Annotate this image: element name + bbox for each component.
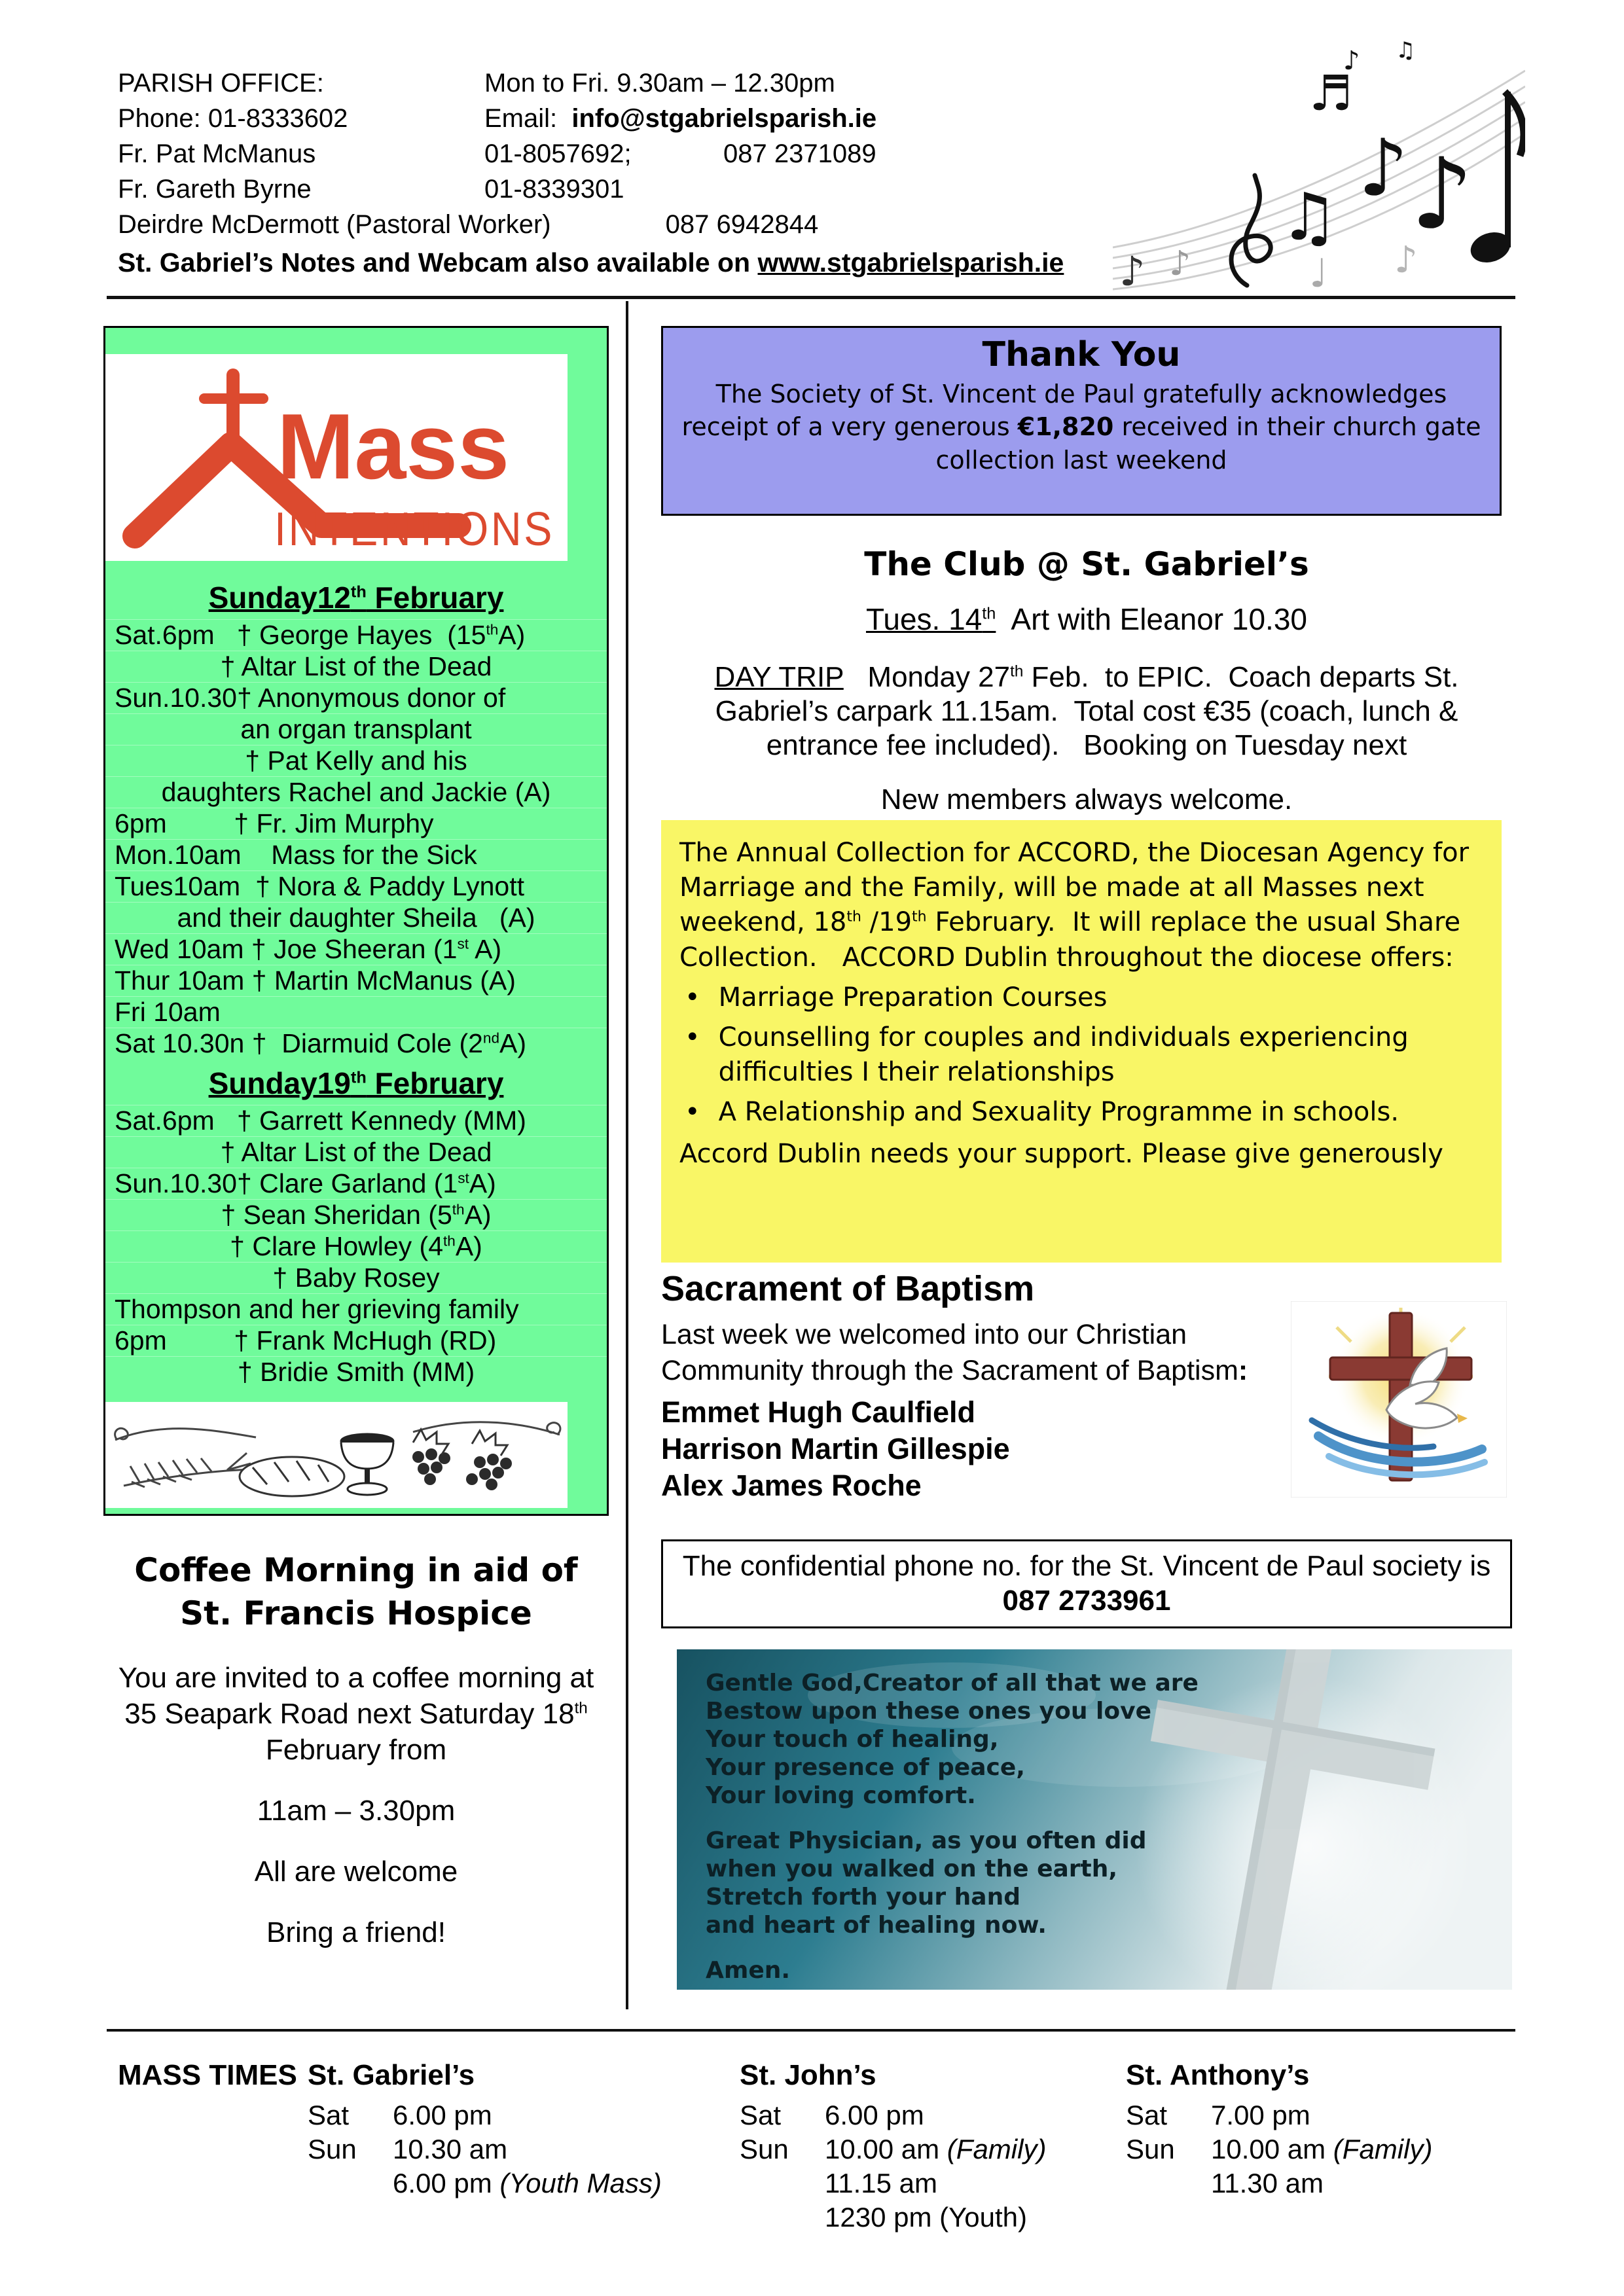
mass-intention-row: Sat 10.30n † Diarmuid Cole (2ndA) (105, 1028, 607, 1059)
baptism-intro: Last week we welcomed into our Christian Community through the Sacrament of Baptism: (661, 1319, 1248, 1387)
mass-times-section (118, 2059, 1522, 2234)
time-value: 6.00 pm (393, 2100, 492, 2130)
header-value-2: 087 2371089 (723, 139, 876, 168)
mass-time-row (308, 2132, 740, 2166)
thank-you-title: Thank You (982, 335, 1181, 374)
day-label: Sat (308, 2100, 350, 2130)
time-value: 11.30 am (1211, 2168, 1324, 2198)
mass-intention-row: and their daughter Sheila (A) (105, 902, 607, 933)
coffee-line: Bring a friend! (266, 1916, 446, 1948)
thank-you-box (661, 326, 1502, 516)
prayer-line: when you walked on the earth, (706, 1856, 1118, 1882)
wheat-chalice-grapes-icon (105, 1402, 568, 1508)
mass-intentions-logo (105, 354, 568, 561)
mass-intention-row: Sat.6pm † George Hayes (15thA) (105, 619, 607, 651)
prayer-line: Gentle God,Creator of all that we are (706, 1670, 1199, 1696)
mass-time-row (740, 2166, 1126, 2200)
music-notes-icon (1113, 31, 1525, 295)
mass-time-row (740, 2098, 1126, 2132)
accord-bullet (685, 980, 1483, 1015)
healing-prayer-image (677, 1649, 1512, 1990)
mass-intention-row: Mon.10am Mass for the Sick (105, 839, 607, 870)
club-new-members-line: New members always welcome. (880, 783, 1293, 816)
mass-times-label: MASS TIMES (118, 2059, 297, 2091)
coffee-morning-title: Coffee Morning in aid of St. Francis Hospice (134, 1551, 578, 1632)
day-label: Sun (1126, 2134, 1175, 2164)
coffee-morning-section (103, 1549, 609, 1950)
mass-intention-row: Sun.10.30† Anonymous donor of (105, 682, 607, 713)
accord-bullet-text: Counselling for couples and individuals experiencing difficulties I their relationships (718, 1022, 1409, 1088)
mass-intention-row: † Sean Sheridan (5thA) (105, 1199, 607, 1230)
prayer-text (677, 1649, 1512, 1984)
mass-intention-row: † Pat Kelly and his (105, 745, 607, 776)
accord-intro: The Annual Collection for ACCORD, the Diocesan Agency for Marriage and the Family, will be made at all Masses next weekend, 18th /19th February. It will replace the usual Share Collection. ACCORD Dublin throughout the diocese offers: (679, 838, 1477, 973)
baptism-section (661, 1268, 1512, 1503)
accord-outro: Accord Dublin needs your support. Please give generously (679, 1138, 1443, 1169)
mass-intention-row: Thompson and her grieving family (105, 1293, 607, 1325)
svg-text:♩: ♩ (1309, 251, 1328, 295)
mass-time-row (1126, 2166, 1522, 2200)
header-value-2: 087 6942844 (665, 210, 819, 239)
webcam-note: St. Gabriel’s Notes and Webcam also available on www.stgabrielsparish.ie (118, 247, 1064, 278)
header-value: Email: info@stgabrielsparish.ie (484, 104, 877, 133)
header-divider-line (107, 296, 1515, 299)
church-name: St. John’s (740, 2059, 876, 2091)
mass-intention-row: daughters Rachel and Jackie (A) (105, 776, 607, 808)
mass-intention-row: an organ transplant (105, 713, 607, 745)
prayer-line (706, 1810, 1512, 1827)
mass-time-row (308, 2098, 740, 2132)
day-label (740, 2200, 825, 2234)
time-value: 7.00 pm (1211, 2100, 1310, 2130)
mass-intention-row: † Altar List of the Dead (105, 651, 607, 682)
baptism-name: Harrison Martin Gillespie (661, 1431, 1010, 1465)
club-title: The Club @ St. Gabriel’s (864, 545, 1309, 583)
church-name: St. Anthony’s (1126, 2059, 1310, 2091)
mass-time-row (740, 2200, 1126, 2234)
mass-intentions-date-heading: Sunday12th February (208, 581, 504, 615)
mass-time-row (1126, 2132, 1522, 2166)
header-value (551, 207, 666, 242)
time-value: 11.15 am (825, 2168, 937, 2198)
day-label: Sun (740, 2134, 789, 2164)
baptism-name: Alex James Roche (661, 1468, 922, 1502)
mass-intention-row: 6pm † Fr. Jim Murphy (105, 808, 607, 839)
svg-text:INTENTIONS: INTENTIONS (274, 503, 554, 556)
header-label: PARISH OFFICE: (118, 69, 324, 98)
mass-intention-row: † Altar List of the Dead (105, 1136, 607, 1168)
footer-divider-line (107, 2029, 1515, 2032)
svg-text:♪: ♪ (1343, 46, 1360, 76)
day-label: Sat (740, 2100, 782, 2130)
svg-text:♪: ♪ (1119, 247, 1146, 295)
svg-text:♪: ♪ (1358, 123, 1409, 214)
prayer-line: Bestow upon these ones you love (706, 1698, 1151, 1725)
prayer-line: Your loving comfort. (706, 1782, 976, 1809)
mass-times-church (1126, 2059, 1522, 2234)
mass-time-row (308, 2166, 740, 2200)
time-value: 10.00 am (Family) (825, 2134, 1047, 2164)
svg-text:♪: ♪ (1169, 244, 1191, 283)
mass-intention-row: 6pm † Frank McHugh (RD) (105, 1325, 607, 1356)
svp-phone-box: The confidential phone no. for the St. Vincent de Paul society is 087 2733961 (661, 1539, 1512, 1628)
mass-intention-row: Sun.10.30† Clare Garland (1stA) (105, 1168, 607, 1199)
mass-intention-row: Wed 10am † Joe Sheeran (1st A) (105, 933, 607, 965)
dove-cross-icon (1291, 1301, 1507, 1498)
mass-time-row (1126, 2098, 1522, 2132)
club-section (661, 545, 1512, 816)
prayer-line: Stretch forth your hand (706, 1884, 1020, 1910)
header-label: Fr. Gareth Byrne (118, 175, 312, 204)
accord-bullet (685, 1095, 1483, 1130)
day-label: Sat (1126, 2100, 1168, 2130)
header-label: Phone: 01-8333602 (118, 104, 348, 133)
church-name: St. Gabriel’s (308, 2059, 475, 2091)
club-day-trip-line: DAY TRIP Monday 27th Feb. to EPIC. Coach departs St. Gabriel’s carpark 11.15am. Total cost €35 (coach, lunch & entrance fee included). Booking on Tuesday next (714, 661, 1467, 761)
mass-intentions-list (105, 580, 607, 1388)
bullet-icon: • (685, 1097, 700, 1128)
mass-time-row (740, 2132, 1126, 2166)
bullet-icon: • (685, 982, 700, 1013)
svg-text:♪: ♪ (1411, 137, 1473, 251)
prayer-line: and heart of healing now. (706, 1912, 1047, 1939)
time-value: 6.00 pm (Youth Mass) (393, 2168, 662, 2198)
accord-collection-box (661, 820, 1502, 1263)
baptism-name: Emmet Hugh Caulfield (661, 1395, 976, 1429)
time-value: 10.00 am (Family) (1211, 2134, 1433, 2164)
mass-intention-row: Tues10am † Nora & Paddy Lynott (105, 870, 607, 902)
coffee-morning-details (103, 1660, 609, 1950)
mass-times-church (308, 2059, 740, 2234)
time-value: 6.00 pm (825, 2100, 924, 2130)
bullet-icon: • (685, 1022, 700, 1052)
mass-intentions-box (103, 326, 609, 1516)
prayer-line (706, 1939, 1512, 1956)
svg-text:Mass: Mass (277, 395, 510, 499)
header-value: 01-8057692; (484, 139, 632, 168)
club-art-line: Tues. 14th Art with Eleanor 10.30 (865, 602, 1308, 636)
svg-text:♬: ♬ (1309, 65, 1353, 122)
mass-intention-row: † Baby Rosey (105, 1262, 607, 1293)
day-label: Sun (308, 2134, 357, 2164)
coffee-line: All are welcome (254, 1856, 458, 1888)
accord-bullet-text: A Relationship and Sexuality Programme in schools. (718, 1097, 1399, 1128)
baptism-title: Sacrament of Baptism (661, 1269, 1035, 1308)
mass-intention-row: Fri 10am (105, 996, 607, 1028)
mass-times-church (740, 2059, 1126, 2234)
accord-bullet (685, 1020, 1483, 1090)
mass-intention-row: † Clare Howley (4thA) (105, 1230, 607, 1262)
svg-text:♪: ♪ (1394, 239, 1418, 281)
mass-intention-row: Sat.6pm † Garrett Kennedy (MM) (105, 1105, 607, 1136)
mass-intentions-date-heading: Sunday19th February (208, 1066, 504, 1100)
day-label (740, 2166, 825, 2200)
column-divider-line (626, 301, 628, 2009)
prayer-line: Your presence of peace, (706, 1754, 1025, 1781)
svg-text:♫: ♫ (1280, 179, 1339, 255)
thank-you-body: The Society of St. Vincent de Paul gratefully acknowledges receipt of a very generous €1,820 received in their church gate collection last weekend (681, 379, 1489, 475)
header-value: Mon to Fri. 9.30am – 12.30pm (484, 69, 835, 98)
time-value: 1230 pm (Youth) (825, 2202, 1027, 2233)
day-label (308, 2166, 393, 2200)
coffee-line: You are invited to a coffee morning at 35 Seapark Road next Saturday 18th February from (118, 1662, 602, 1766)
mass-intention-row: Thur 10am † Martin McManus (A) (105, 965, 607, 996)
time-value: 10.30 am (393, 2134, 508, 2164)
svg-text:♫: ♫ (1396, 37, 1416, 63)
header-label: Deirdre McDermott (Pastoral Worker) (118, 210, 551, 239)
coffee-line: 11am – 3.30pm (257, 1795, 456, 1827)
day-label (1126, 2166, 1211, 2200)
mass-intention-row: † Bridie Smith (MM) (105, 1356, 607, 1388)
prayer-line: Your touch of healing, (706, 1726, 999, 1753)
header-value: 01-8339301 (484, 175, 624, 204)
prayer-line: Amen. (706, 1957, 791, 1984)
header-label: Fr. Pat McManus (118, 139, 316, 168)
accord-bullet-text: Marriage Preparation Courses (718, 982, 1108, 1013)
prayer-line: Great Physician, as you often did (706, 1827, 1147, 1854)
accord-bullet-list (685, 980, 1483, 1130)
